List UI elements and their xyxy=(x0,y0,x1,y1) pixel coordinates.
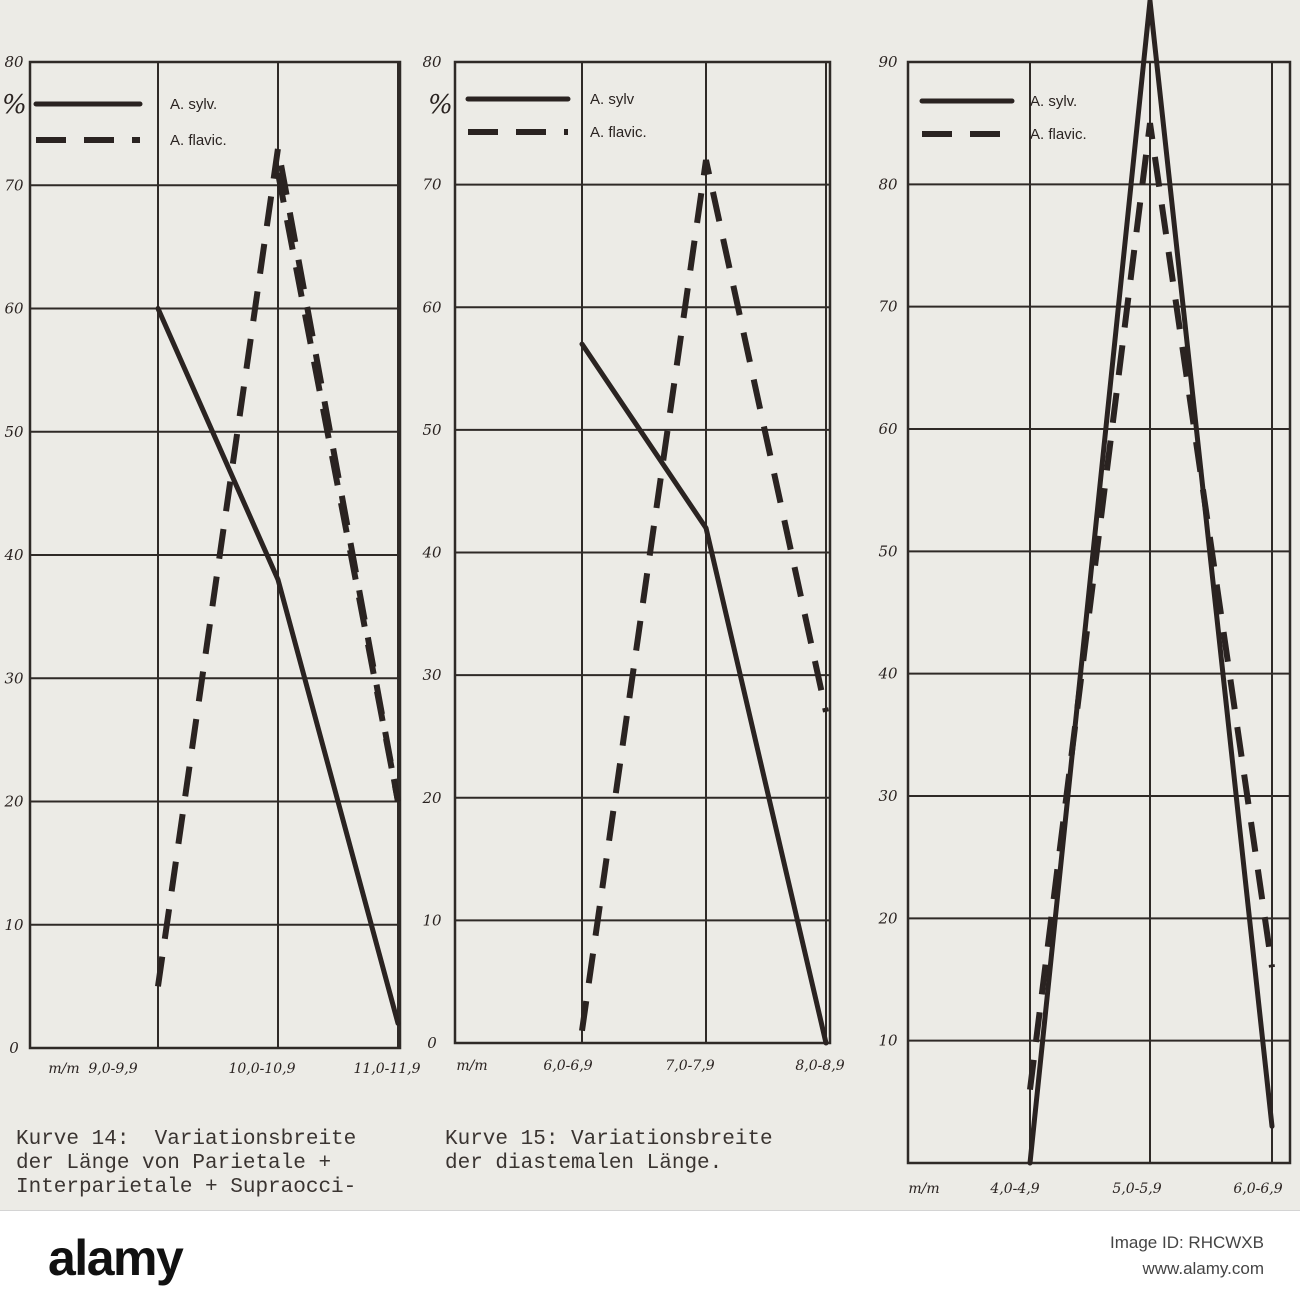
chart-3-legend-label: A. sylv. xyxy=(1030,93,1078,110)
site-url: www.alamy.com xyxy=(1142,1259,1264,1278)
chart-2-percent-label: % xyxy=(428,90,453,120)
chart-1-y-tick-label: 40 xyxy=(4,546,24,564)
chart-2-x-tick-label: 8,0-8,9 xyxy=(795,1058,845,1074)
chart-2-x-axis-unit: m/m xyxy=(456,1058,488,1074)
chart-3-y-tick-label: 10 xyxy=(878,1031,898,1050)
chart-2-y-tick-label: 30 xyxy=(422,666,442,685)
chart-2-x-tick-label: 7,0-7,9 xyxy=(665,1058,715,1074)
chart-3-y-tick-label: 70 xyxy=(878,297,898,316)
chart-3-x-tick-label: 5,0-5,9 xyxy=(1112,1181,1162,1197)
chart-1-x-tick-label: 10,0-10,9 xyxy=(228,1061,296,1077)
chart-1-percent-label: % xyxy=(2,90,27,120)
chart-3-y-tick-label: 20 xyxy=(878,909,898,928)
chart-2-series-sylv-line-1 xyxy=(582,344,826,1043)
chart-1-y-tick-label: 10 xyxy=(4,915,24,934)
chart-3-y-tick-label: 40 xyxy=(878,664,898,683)
chart-2-y-tick-label: 40 xyxy=(422,543,442,562)
chart-3-y-tick-label: 60 xyxy=(878,420,898,438)
chart-1-legend-label: A. sylv. xyxy=(170,96,218,113)
chart-1-y-tick-label: 80 xyxy=(4,53,24,71)
chart-1-y-tick-label: 30 xyxy=(4,669,24,688)
chart-3-frame xyxy=(908,62,1290,1163)
chart-1-x-tick-label: 9,0-9,9 xyxy=(88,1061,138,1077)
chart-2-y-tick-label: 20 xyxy=(422,788,442,807)
chart-2-y-tick-label: 80 xyxy=(422,53,442,71)
chart-3-legend-label: A. flavic. xyxy=(1030,126,1087,143)
chart-2-y-tick-label: 0 xyxy=(427,1034,437,1052)
chart-1-y-tick-label: 50 xyxy=(4,422,24,441)
chart-1-y-tick-label: 70 xyxy=(4,176,24,195)
chart-3-x-axis-unit: m/m xyxy=(908,1181,940,1197)
chart-1-y-tick-label: 20 xyxy=(4,792,24,811)
caption-kurve-15: Kurve 15: Variationsbreite der diastemalen Länge. xyxy=(445,1128,773,1175)
image-id: Image ID: RHCWXB xyxy=(1110,1233,1264,1252)
chart-3-x-tick-label: 4,0-4,9 xyxy=(990,1181,1040,1197)
chart-3-y-tick-label: 90 xyxy=(878,53,898,71)
chart-2-y-tick-label: 60 xyxy=(422,298,442,317)
chart-2-x-tick-label: 6,0-6,9 xyxy=(543,1058,593,1074)
chart-1-y-tick-label: 60 xyxy=(4,299,24,318)
chart-1-x-tick-label: 11,0-11,9 xyxy=(353,1061,421,1077)
chart-1-x-axis-unit: m/m xyxy=(48,1061,80,1077)
chart-1-legend-label: A. flavic. xyxy=(170,132,227,149)
chart-3-y-tick-label: 50 xyxy=(878,542,898,561)
chart-2-legend-label: A. flavic. xyxy=(590,124,647,141)
image-meta xyxy=(1110,1233,1264,1279)
chart-2-y-tick-label: 10 xyxy=(422,911,442,930)
alamy-logo: alamy xyxy=(48,1230,183,1286)
chart-1-y-tick-label: 0 xyxy=(9,1039,19,1057)
chart-2-legend-label: A. sylv xyxy=(590,91,635,108)
chart-1-series-flavic-line-3 xyxy=(278,173,398,802)
caption-kurve-14: Kurve 14: Variationsbreite der Länge von Parietale + Interparietale + Supraocci- xyxy=(16,1128,357,1199)
chart-3-y-tick-label: 30 xyxy=(878,787,898,805)
captions xyxy=(0,1128,860,1210)
chart-2-series-flavic-line-2 xyxy=(582,160,826,1031)
chart-2-y-tick-label: 50 xyxy=(422,420,442,439)
chart-3-y-tick-label: 80 xyxy=(878,175,898,194)
chart-2-y-tick-label: 70 xyxy=(422,175,442,194)
stock-footer xyxy=(0,1210,1300,1300)
chart-3-x-tick-label: 6,0-6,9 xyxy=(1233,1181,1283,1197)
